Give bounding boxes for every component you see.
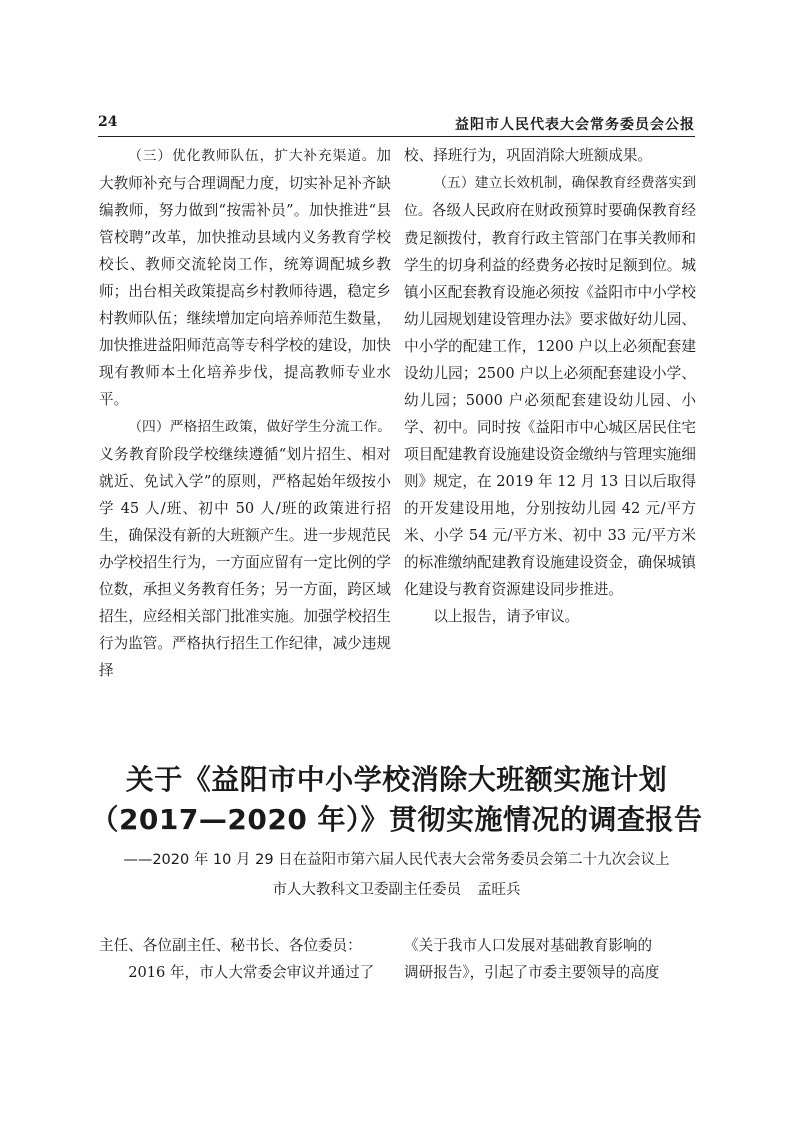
report-title — [60, 760, 733, 840]
continuation-text: 校、择班行为，巩固消除大班额成果。 — [404, 147, 653, 164]
journal-title: 益阳市人民代表大会常务委员会公报 — [455, 117, 695, 133]
opening-paragraph: 2016 年，市人大常委会审议并通过了 — [128, 964, 375, 981]
paragraph-funding — [404, 169, 696, 603]
section-text-5: 各级人民政府在财政预算时要确保教育经费足额拨付，教育行政主管部门在事关教师和学生的切身利益的经费务必按时足额到位。城镇小区配套教育设施必须按《益阳市中小学校幼儿园规划建设管理办法》要求做好幼儿园、中小学的配建工作，1200 户以上必须配套建设幼儿园；2500 户以上必须配套建设小学、幼儿园；5000 户必须配套建设幼儿园、小学、初中。同时按《益阳市中心城区居民住宅项目配建教育设施建设资金缴纳与管理实施细则》规定，在 2019 年 12 月 13 日以后取得的开发建设用地，分别按幼儿园 42 元/平方米、小学 54 元/平方米、初中 33 元/平方米的标准缴纳配建教育设施建设资金，确保城镇化建设与教育资源建设同步推进。 — [404, 202, 696, 598]
page-header — [98, 114, 695, 136]
section-text-4: 义务教育阶段学校继续遵循“划片招生、相对就近、免试入学”的原则，严格起始年级按小学 45 人/班、初中 50 人/班的政策进行招生，确保没有新的大班额产生。进一步规范民办学校招生行为，一方面应留有一定比例的学位数，承担义务教育任务；另一方面，跨区域招生，应经相关部门批准实施。加强学校招生行为监管。严格执行招生工作纪律，减少违规择 — [99, 446, 391, 679]
section-heading-3: （三）优化教师队伍，扩大补充渠道。 — [128, 148, 377, 164]
left-column — [99, 142, 391, 684]
salutation: 主任、各位副主任、秘书长、各位委员： — [99, 937, 362, 954]
closing-text: 以上报告，请予审议。 — [433, 608, 580, 625]
report-subtitle: ——2020 年 10 月 29 日在益阳市第六届人民代表大会常务委员会第二十九次会议上 — [123, 852, 670, 868]
author-line — [60, 876, 733, 904]
paragraph-enrollment — [99, 413, 391, 684]
body-right-line-1: 《关于我市人口发展对基础教育影响的 — [404, 937, 653, 954]
section-heading-5: （五）建立长效机制，确保教育经费落实到位。 — [404, 175, 696, 219]
report-title-line-1: 关于《益阳市中小学校消除大班额实施计划 — [125, 763, 668, 796]
paragraph-teacher-team — [99, 142, 391, 413]
page-number: 24 — [98, 114, 118, 130]
author-role: 市人大教科文卫委副主任委员 — [272, 882, 461, 898]
header-rule — [98, 136, 695, 137]
section-text-3: 加大教师补充与合理调配力度，切实补足补齐缺编教师，努力做到“按需补员”。加快推进“县管校聘”改革，加快推动县域内义务教育学校校长、教师交流轮岗工作，统筹调配城乡教师；出台相关政策提高乡村教师待遇，稳定乡村教师队伍；继续增加定向培养师范生数量，加快推进益阳师范高等专科学校的建设，加快现有教师本土化培养步伐，提高教师专业水平。 — [99, 147, 391, 408]
report-title-line-2: （2017—2020 年）》贯彻实施情况的调查报告 — [90, 803, 703, 836]
section-heading-4: （四）严格招生政策，做好学生分流工作。 — [128, 419, 391, 435]
report-body-left — [99, 932, 391, 986]
right-column — [404, 142, 696, 630]
author-name: 孟旺兵 — [477, 882, 521, 898]
body-right-line-2: 调研报告》，引起了市委主要领导的高度 — [404, 964, 660, 981]
report-body-right — [404, 932, 696, 986]
